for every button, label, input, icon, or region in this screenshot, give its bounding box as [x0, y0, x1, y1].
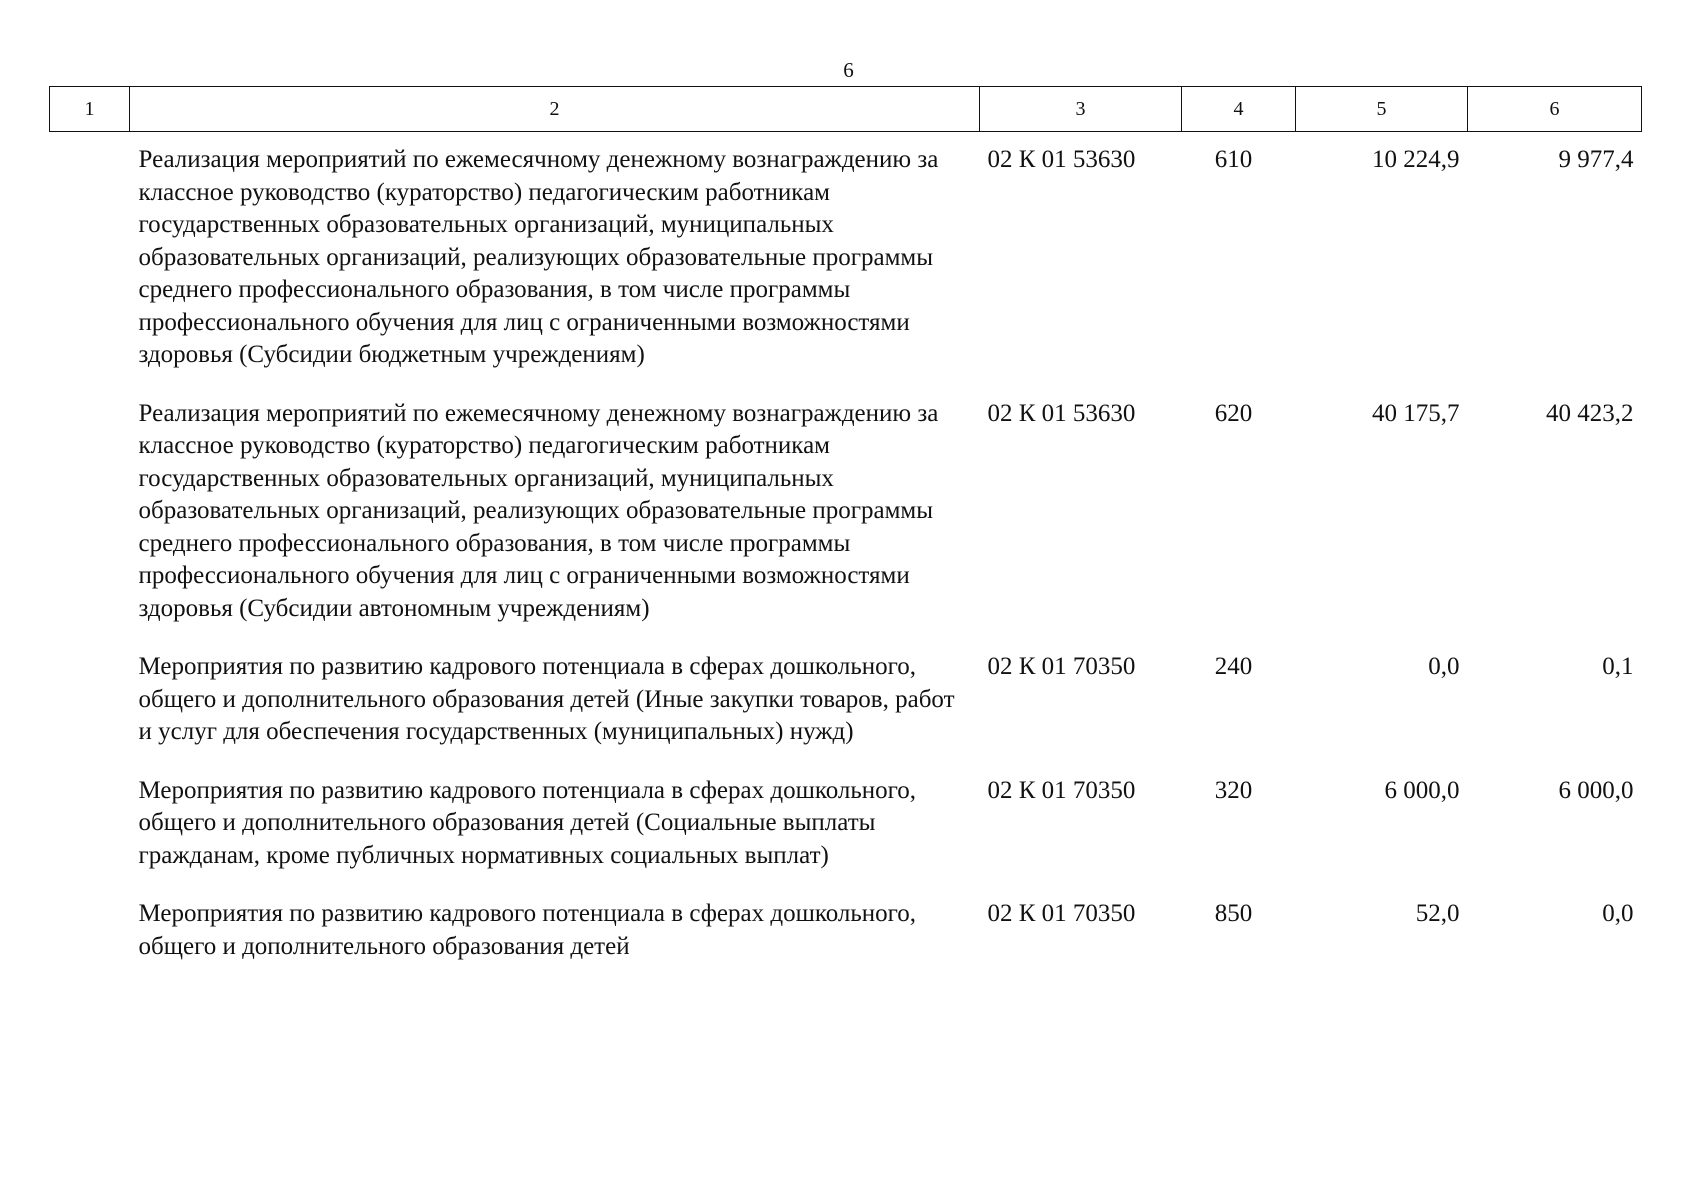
page-number: 6	[843, 58, 854, 82]
row-description: Мероприятия по развитию кадрового потенциала в сферах дошкольного, общего и дополнительного образования детей (Иные закупки товаров, работ и услуг для обеспечения государственных (муниципальных) нужд)	[138, 653, 955, 745]
row-budget-code: 02 К 01 70350	[987, 900, 1136, 927]
row-expense-type: 850	[1214, 900, 1253, 927]
row-description: Мероприятия по развитию кадрового потенциала в сферах дошкольного, общего и дополнительного образования детей	[138, 900, 917, 960]
row-expense-type: 320	[1214, 776, 1253, 804]
row-col1	[50, 637, 130, 761]
row-amount-col5: 0,0	[1428, 653, 1460, 680]
header-col-3: 3	[980, 87, 1182, 132]
table-row	[50, 761, 1642, 885]
row-budget-code: 02 К 01 70350	[987, 653, 1136, 680]
header-row	[50, 87, 1642, 132]
header-col-1: 1	[50, 87, 130, 132]
row-description: Реализация мероприятий по ежемесячному денежному вознаграждению за классное руководство (кураторство) педагогическим работникам государственных образовательных организаций, муниципальных образовательных организаций, реализующих образовательные программы среднего профессионального образования, в том числе программы профессионального обучения для лиц с ограниченными возможностями здоровья (Субсидии бюджетным учреждениям)	[138, 146, 939, 368]
header-col-5: 5	[1296, 87, 1468, 132]
table-row	[50, 132, 1642, 384]
row-description: Мероприятия по развитию кадрового потенциала в сферах дошкольного, общего и дополнительного образования детей (Социальные выплаты гражданам, кроме публичных нормативных социальных выплат)	[138, 776, 917, 869]
row-amount-col5: 10 224,9	[1372, 146, 1460, 173]
row-budget-code: 02 К 01 53630	[987, 399, 1136, 427]
row-amount-col6: 9 977,4	[1558, 146, 1634, 173]
table-row	[50, 637, 1642, 761]
row-col1	[50, 384, 130, 638]
row-amount-col5: 40 175,7	[1372, 399, 1460, 427]
table-row	[50, 384, 1642, 638]
row-col1	[50, 761, 130, 885]
table-header	[50, 87, 1642, 132]
table-row	[50, 884, 1642, 975]
row-budget-code: 02 К 01 53630	[987, 146, 1136, 173]
row-amount-col6: 6 000,0	[1558, 776, 1634, 804]
row-col1	[50, 884, 130, 975]
row-amount-col6: 0,0	[1602, 900, 1634, 927]
row-amount-col6: 0,1	[1602, 653, 1634, 680]
row-expense-type: 620	[1214, 399, 1253, 427]
row-expense-type: 240	[1214, 653, 1253, 680]
row-description: Реализация мероприятий по ежемесячному денежному вознаграждению за классное руководство (кураторство) педагогическим работникам государственных образовательных организаций, муниципальных образовательных организаций, реализующих образовательные программы среднего профессионального образования, в том числе программы профессионального обучения для лиц с ограниченными возможностями здоровья (Субсидии автономным учреждениям)	[138, 399, 939, 622]
budget-table	[49, 86, 1642, 975]
header-col-2: 2	[130, 87, 980, 132]
row-amount-col5: 52,0	[1415, 900, 1460, 927]
row-expense-type: 610	[1214, 146, 1253, 173]
row-amount-col6: 40 423,2	[1546, 399, 1634, 427]
row-col1	[50, 132, 130, 384]
header-col-4: 4	[1182, 87, 1296, 132]
row-amount-col5: 6 000,0	[1384, 776, 1460, 804]
row-budget-code: 02 К 01 70350	[987, 776, 1136, 804]
header-col-6: 6	[1468, 87, 1642, 132]
table-body	[50, 132, 1642, 976]
